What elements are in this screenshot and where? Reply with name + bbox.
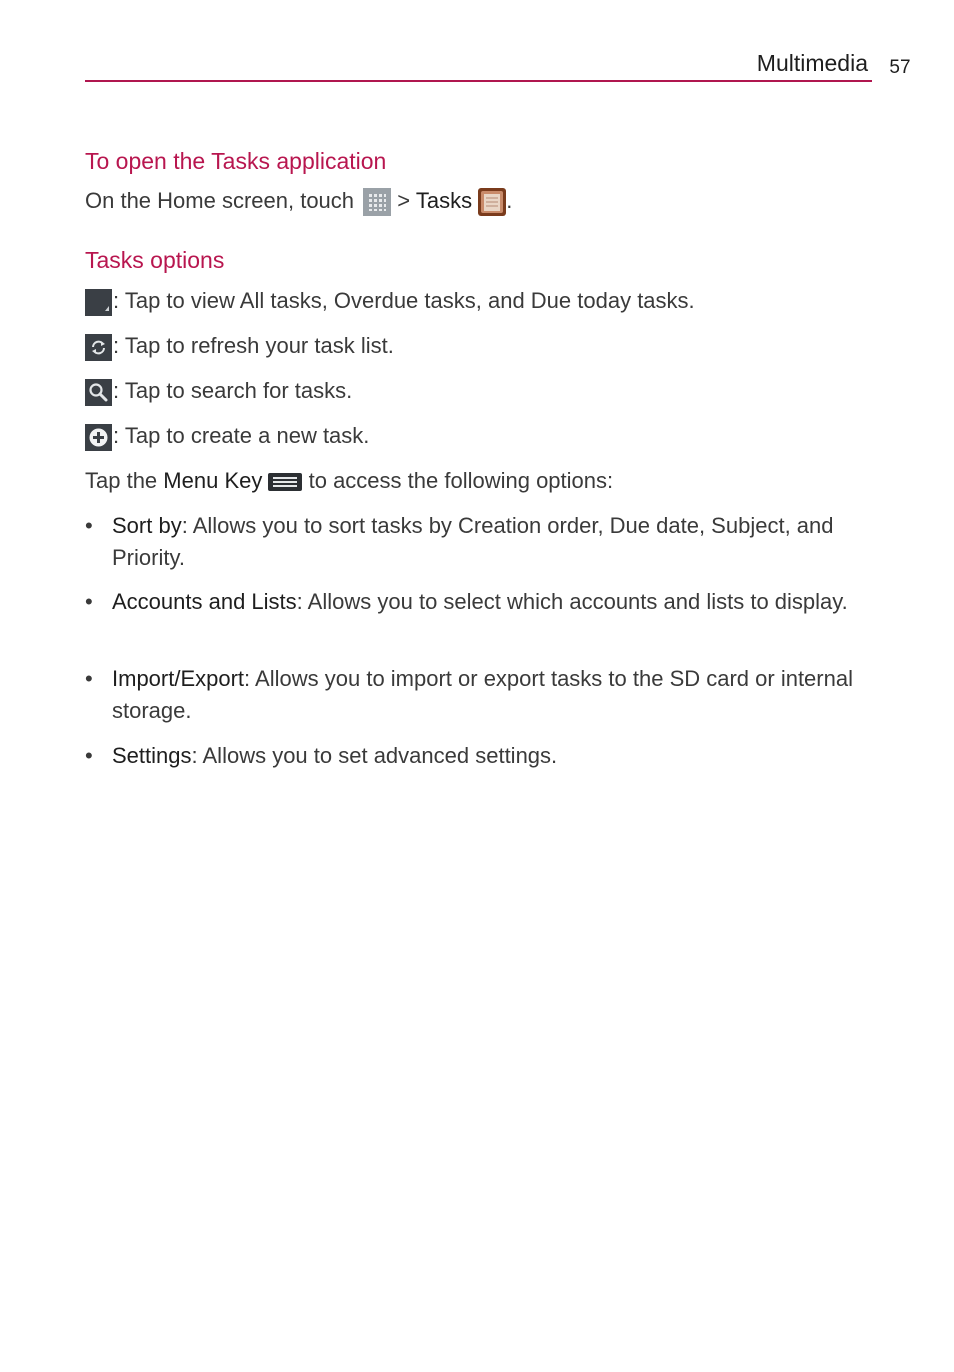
bullet-term: Settings bbox=[112, 743, 192, 768]
tasks-app-icon bbox=[478, 188, 506, 216]
bullet-term: Import/Export bbox=[112, 666, 245, 691]
apps-grid-icon bbox=[363, 188, 391, 216]
menu-key-label: Menu Key bbox=[163, 468, 263, 493]
page-number: 57 bbox=[889, 57, 911, 78]
bullet-term: Accounts and Lists bbox=[112, 589, 297, 614]
add-icon bbox=[85, 424, 112, 451]
view-filter-icon bbox=[85, 289, 112, 316]
intro-text: Tap the bbox=[85, 468, 158, 493]
tasks-app-label: Tasks bbox=[415, 188, 473, 213]
option-text: : Tap to create a new task. bbox=[113, 423, 370, 448]
menu-key-intro bbox=[85, 466, 613, 496]
option-text: : Tap to view All tasks, Overdue tasks, and Due today tasks. bbox=[113, 288, 695, 313]
open-tasks-heading: To open the Tasks application bbox=[85, 148, 387, 174]
instruction-period: . bbox=[506, 188, 513, 213]
bullet-dot: • bbox=[85, 666, 93, 691]
bullet-text bbox=[112, 740, 855, 772]
bullet-desc: : Allows you to set advanced settings. bbox=[191, 743, 558, 768]
option-text: : Tap to refresh your task list. bbox=[113, 333, 394, 358]
bullet-dot: • bbox=[85, 743, 93, 768]
option-row-search bbox=[85, 376, 352, 406]
tasks-options-heading: Tasks options bbox=[85, 247, 225, 273]
instruction-text: On the Home screen, touch bbox=[85, 188, 355, 213]
bullet-desc: : Allows you to select which accounts and lists to display. bbox=[296, 589, 848, 614]
list-item-settings bbox=[85, 740, 855, 772]
option-text: : Tap to search for tasks. bbox=[113, 378, 353, 403]
header-divider bbox=[85, 80, 872, 82]
list-item-sort-by bbox=[85, 510, 855, 574]
bullet-desc: : Allows you to sort tasks by Creation order, Due date, Subject, and Priority. bbox=[112, 513, 834, 570]
open-tasks-instruction bbox=[85, 186, 512, 216]
search-icon bbox=[85, 379, 112, 406]
bullet-term: Sort by bbox=[112, 513, 182, 538]
bullet-dot: • bbox=[85, 589, 93, 614]
intro-text-after: to access the following options: bbox=[308, 468, 614, 493]
option-row-view bbox=[85, 286, 695, 316]
list-item-accounts-and-lists bbox=[85, 586, 855, 618]
option-row-add bbox=[85, 421, 369, 451]
refresh-icon bbox=[85, 334, 112, 361]
bullet-text bbox=[112, 586, 855, 618]
bullet-text bbox=[112, 663, 855, 727]
bullet-desc: : Allows you to import or export tasks to the SD card or internal storage. bbox=[112, 666, 853, 723]
bullet-text bbox=[112, 510, 855, 574]
separator: > bbox=[397, 188, 411, 213]
option-row-refresh bbox=[85, 331, 394, 361]
list-item-import-export bbox=[85, 663, 855, 727]
menu-key-icon bbox=[268, 473, 302, 491]
bullet-dot: • bbox=[85, 513, 93, 538]
section-title: Multimedia bbox=[756, 50, 868, 76]
